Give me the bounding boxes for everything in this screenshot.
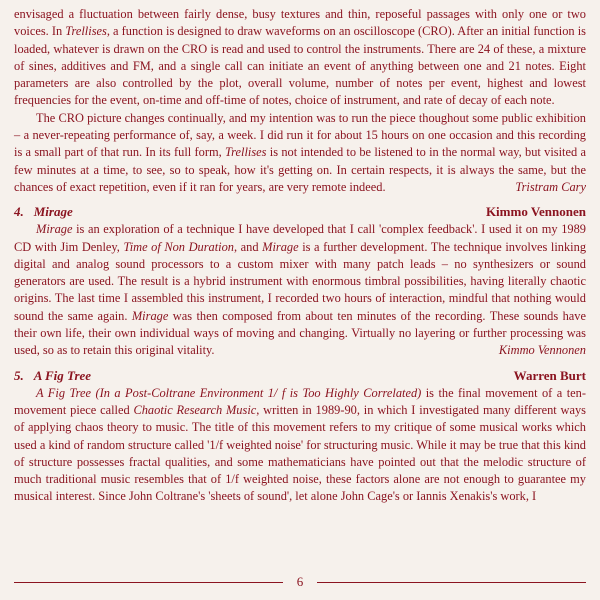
section-heading-mirage [14,203,586,221]
signature-tristram-cary: Tristram Cary [515,179,586,194]
paragraph-trellises-1: envisaged a fluctuation between fairly dense, busy textures and thin, reposeful passages with only one or two voices. In Trellises, a function is designed to draw waveforms on an oscilloscope (CRO). After an initial function is loaded, whatever is drawn on the CRO is read and used to control the instruments. There are 24 of these, a mixture of sines, additives and FM, and a single call can initiate an event of anything between one and 21 notes. Eight parameters are also controlled by the plot, overall volume, number of notes per event, highest and lowest frequencies for the event, on-time and off-time of notes, choice of instrument, and rate of decay of each note. [14,7,586,108]
section-title: Mirage [33,204,73,220]
section-number: 4. [14,204,24,220]
section-number: 5. [14,367,24,383]
paragraph-trellises-2: The CRO picture changes continually, and my intention was to run the piece thoughout some public exhibition – a never-repeating performance of, say, a week. I did run it for about 15 hours on one occasion and this recording is a small part of that run. In its full form, Trellises is not intended to be listened to in the normal way, but visited a few minutes at a time, to see, so to speak, how it's getting on. In certain respects, it is always the same, but the chances of exact repetition, even if it ran for years, are very remote indeed. Tristram Cary [14,110,586,196]
page-footer [14,574,586,590]
paragraph-fig-tree: A Fig Tree (In a Post-Coltrane Environment 1/ f is Too Highly Correlated) is the final movement of a ten-movement piece called Chaotic Research Music, written in 1989-90, in which I investigated many different ways of applying chaos theory to music. The title of this movement refers to my critique of some musical works which used a kind of random structure called '1/f weighted noise' for structuring music. While it may be true that this kind of structure possesses fractal qualities, and some mathematicians have pointed out that the melodic structure of much traditional music resembles that of 1/f weighted noise, these factors alone are not enough to guarantee my musical interest. Since John Coltrane's 'sheets of sound', let alone John Cage's or Iannis Xenakis's work, I [14,385,586,504]
section-author: Warren Burt [513,367,586,383]
page-number: 6 [296,574,304,589]
section-author: Kimmo Vennonen [485,204,586,220]
section-heading-fig-tree [14,367,586,385]
paragraph-mirage: Mirage is an exploration of a technique I have developed that I call 'complex feedback'. I used it on my 1989 CD with Jim Denley, Time of Non Duration, and Mirage is a further development. The technique involves linking digital and analog sound processors to a custom mixer with many patch leads – no synthesizers or sound generators are used. The result is a hybrid instrument with enormous timbral possibilities, having literally chaotic origins. The last time I assembled this instrument, I recorded two hours of interaction, mindful that nothing would sound the same again. Mirage was then composed from about ten minutes of the recording. These sounds have their own life, their own individual ways of moving and changing. Virtually no layering or further processing was used, so as to retain this original vitality. Kimmo Vennonen [14,221,586,359]
footer-rule-right [317,582,586,583]
footer-rule-left [14,582,283,583]
section-title: A Fig Tree [33,367,92,383]
signature-kimmo-vennonen: Kimmo Vennonen [498,343,586,358]
